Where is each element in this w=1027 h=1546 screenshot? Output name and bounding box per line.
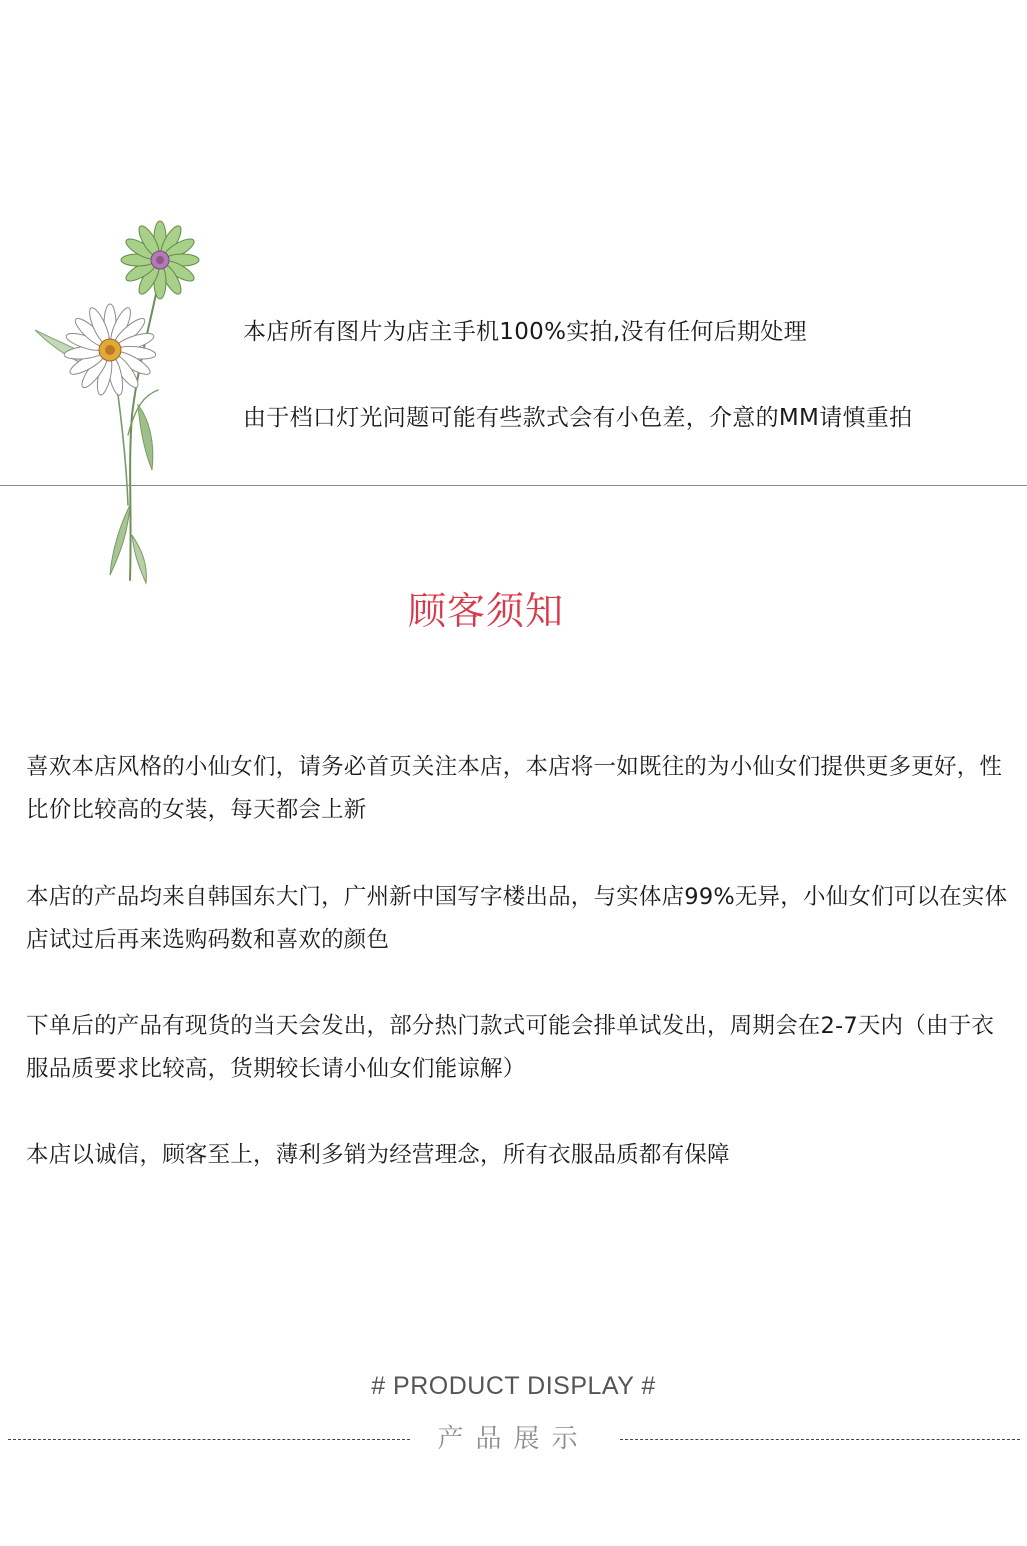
notice-paragraph: 本店以诚信，顾客至上，薄利多销为经营理念，所有衣服品质都有保障	[26, 1142, 730, 1168]
notice-title: 顾客须知	[407, 589, 564, 633]
notice-paragraph: 喜欢本店风格的小仙女们，请务必首页关注本店，本店将一如既往的为小仙女们提供更多更好，性比价比较高的女装，每天都会上新	[26, 754, 1003, 823]
product-display-subtitle: 产品展示	[437, 1424, 590, 1454]
dashed-divider-right	[620, 1439, 1020, 1440]
notice-paragraph: 下单后的产品有现货的当天会发出，部分热门款式可能会排单试发出，周期会在2-7天内（由于衣服品质要求比较高，货期较长请小仙女们能谅解）	[26, 1013, 995, 1082]
intro-line-color-diff: 由于档口灯光问题可能有些款式会有小色差，介意的MM请慎重拍	[243, 405, 913, 431]
notice-paragraph: 本店的产品均来自韩国东大门，广州新中国写字楼出品，与实体店99%无异，小仙女们可以在实体店试过后再来选购码数和喜欢的颜色	[26, 884, 1008, 953]
daisy-flower-icon	[20, 205, 220, 590]
horizontal-divider	[0, 485, 1027, 486]
intro-line-photos: 本店所有图片为店主手机100%实拍,没有任何后期处理	[243, 319, 807, 345]
product-display-title: # PRODUCT DISPLAY #	[371, 1372, 656, 1400]
